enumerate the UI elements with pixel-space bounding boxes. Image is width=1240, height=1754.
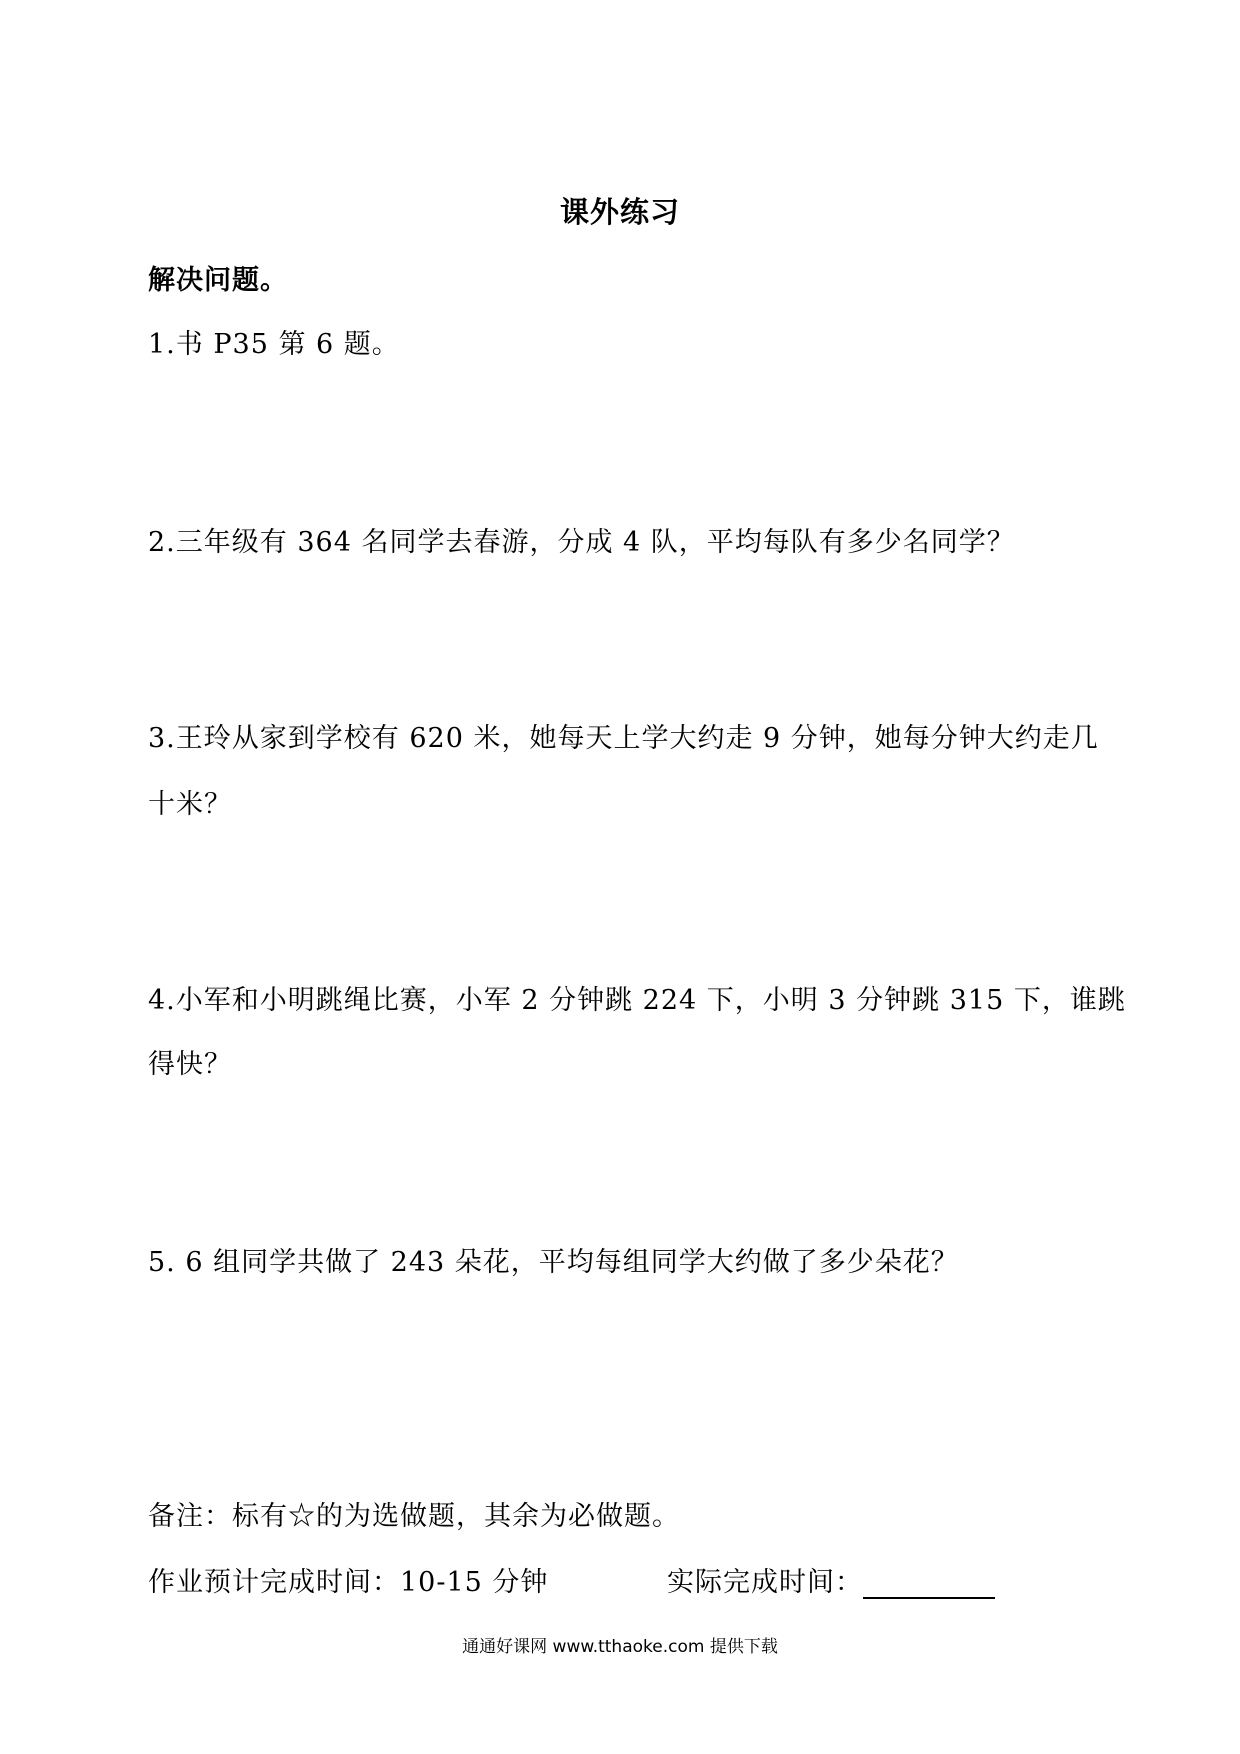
section-heading: 解决问题。 <box>148 265 288 296</box>
actual-time-label: 实际完成时间： <box>667 1567 863 1598</box>
question-4-line-2: 得快？ <box>148 1049 232 1080</box>
footer-text: 通通好课网 www.tthaoke.com 提供下载 <box>462 1637 778 1657</box>
estimated-time: 作业预计完成时间：10-15 分钟 <box>148 1567 549 1598</box>
question-1: 1.书 P35 第 6 题。 <box>148 329 400 360</box>
question-3-line-2: 十米？ <box>148 789 232 820</box>
question-2: 2.三年级有 364 名同学去春游，分成 4 队，平均每队有多少名同学？ <box>148 527 1015 558</box>
question-4-line-1: 4.小军和小明跳绳比赛，小军 2 分钟跳 224 下，小明 3 分钟跳 315 下，谁跳 <box>148 985 1126 1016</box>
question-5: 5. 6 组同学共做了 243 朵花，平均每组同学大约做了多少朵花？ <box>148 1247 959 1278</box>
actual-time-blank <box>863 1569 995 1599</box>
actual-time <box>667 1560 995 1599</box>
note-text: 备注：标有☆的为选做题，其余为必做题。 <box>148 1501 680 1532</box>
page-title: 课外练习 <box>559 195 680 229</box>
question-3-line-1: 3.王玲从家到学校有 620 米，她每天上学大约走 9 分钟，她每分钟大约走几 <box>148 723 1099 754</box>
